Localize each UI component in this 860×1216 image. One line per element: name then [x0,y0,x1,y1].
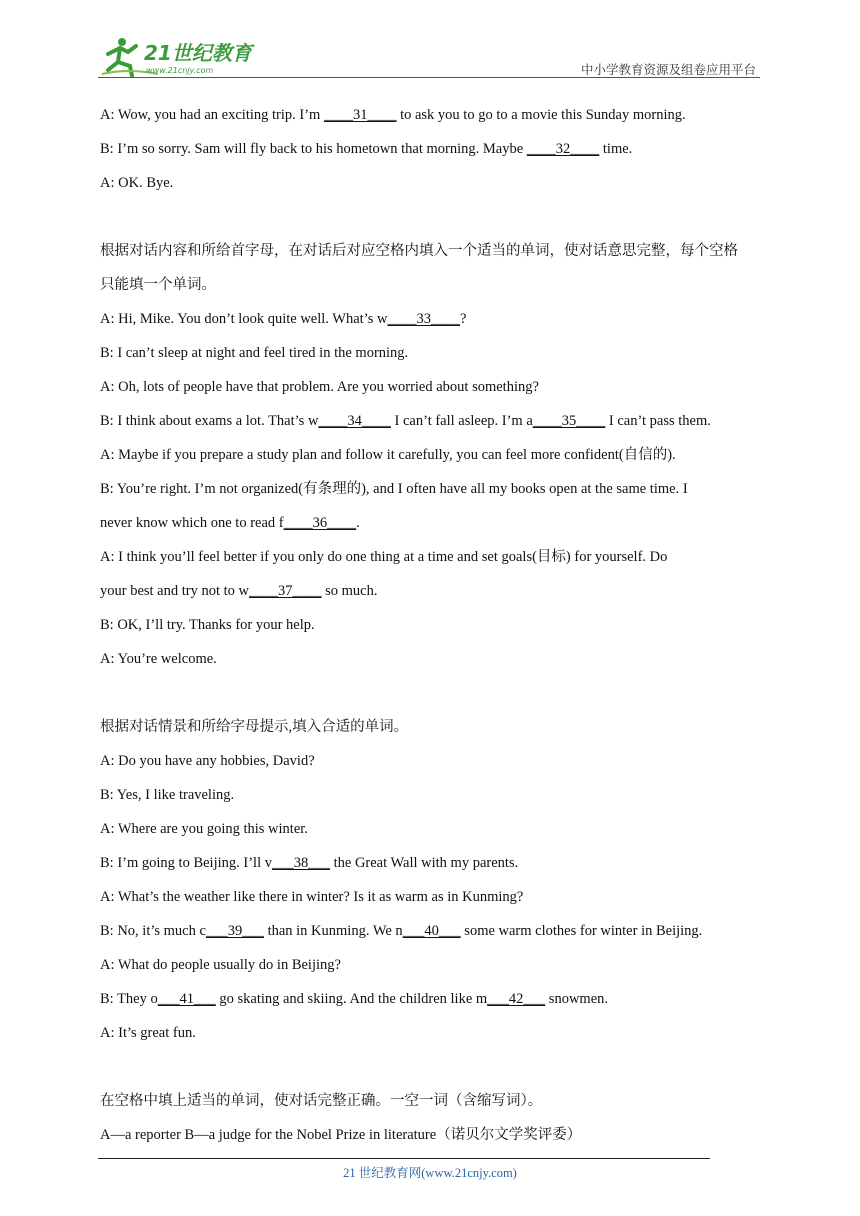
text-segment: B: They o [100,991,158,1007]
text-segment: A: Wow, you had an exciting trip. I’m [100,107,324,123]
paragraph-gap [100,676,765,710]
text-line [100,472,765,506]
text-segment: the Great Wall with my parents. [329,855,519,871]
text-segment: B: You’re right. I’m not organized(有条理的), and I often have all my books open at the same time. I [100,481,688,497]
logo-text: 21世纪教育 [144,41,252,65]
text-segment: A—a reporter B—a judge for the Nobel Prize in literature（诺贝尔文学奖评委） [100,1127,582,1143]
text-line [100,1084,765,1118]
answer-blank[interactable]: ___39___ [205,923,264,939]
text-line [100,812,765,846]
text-line [100,846,765,880]
text-segment: B: Yes, I like traveling. [100,787,235,803]
answer-blank[interactable]: ____32____ [526,141,600,157]
text-line [100,302,765,336]
text-segment: A: What do people usually do in Beijing? [100,957,341,973]
page-header [98,30,760,78]
answer-blank[interactable]: ___38___ [271,855,330,871]
text-line [100,880,765,914]
text-line [100,438,765,472]
text-segment: go skating and skiing. And the children like m [215,991,488,1007]
text-segment: 只能填一个单词。 [100,277,216,293]
answer-blank[interactable]: ____37____ [249,583,322,599]
paragraph-gap [100,200,765,234]
text-line [100,1016,765,1050]
text-segment: A: What’s the weather like there in winter? Is it as warm as in Kunming? [100,889,524,905]
text-segment: snowmen. [545,991,609,1007]
text-segment: A: It’s great fun. [100,1025,196,1041]
text-line [100,132,765,166]
answer-blank[interactable]: ____31____ [323,107,397,123]
header-platform-label: 中小学教育资源及组卷应用平台 [580,62,756,77]
footer-divider [98,1158,710,1159]
text-line [100,234,765,268]
answer-blank[interactable]: ___40___ [402,923,461,939]
text-segment: A: Where are you going this winter. [100,821,308,837]
text-segment: 在空格中填上适当的单词，使对话完整正确。一空一词（含缩写词）。 [100,1093,543,1109]
text-line [100,574,765,608]
answer-blank[interactable]: ____33____ [387,311,460,327]
text-segment: to ask you to go to a movie this Sunday morning. [396,107,686,123]
text-segment: A: I think you’ll feel better if you only do one thing at a time and set goals(目标) for yourself. Do [100,549,668,565]
text-segment: B: I’m going to Beijing. I’ll v [100,855,272,871]
text-segment: some warm clothes for winter in Beijing. [460,923,703,939]
text-segment: so much. [321,583,378,599]
text-segment: 根据对话内容和所给首字母，在对话后对应空格内填入一个适当的单词，使对话意思完整，每个空格 [100,243,738,259]
text-segment: than in Kunming. We n [263,923,403,939]
text-segment: B: I’m so sorry. Sam will fly back to his hometown that morning. Maybe [100,141,527,157]
text-segment: time. [599,141,633,157]
text-segment: B: OK, I’ll try. Thanks for your help. [100,617,315,633]
footer-link[interactable]: 21 世纪教育网(www.21cnjy.com) [343,1166,517,1180]
document-body [100,98,765,1152]
site-logo [98,34,258,78]
paragraph-gap [100,1050,765,1084]
text-line [100,506,765,540]
text-line [100,914,765,948]
answer-blank[interactable]: ___41___ [157,991,216,1007]
text-line [100,710,765,744]
text-segment: B: I can’t sleep at night and feel tired in the morning. [100,345,409,361]
text-segment: I can’t pass them. [605,413,711,429]
header-divider [98,77,760,78]
logo-url: www.21cnjy.com [146,66,214,75]
text-line [100,404,765,438]
answer-blank[interactable]: ____34____ [318,413,391,429]
text-line [100,744,765,778]
text-segment: . [356,515,360,531]
text-segment: I can’t fall asleep. I’m a [390,413,533,429]
text-segment: A: Do you have any hobbies, David? [100,753,315,769]
text-segment: 根据对话情景和所给字母提示,填入合适的单词。 [100,719,409,735]
text-line [100,642,765,676]
text-segment: B: I think about exams a lot. That’s w [100,413,319,429]
text-line [100,98,765,132]
text-segment: ? [459,311,467,327]
text-segment: A: Oh, lots of people have that problem. Are you worried about something? [100,379,539,395]
text-segment: B: No, it’s much c [100,923,206,939]
text-line [100,540,765,574]
text-segment: A: Hi, Mike. You don’t look quite well. What’s w [100,311,388,327]
text-line [100,336,765,370]
text-segment: A: Maybe if you prepare a study plan and follow it carefully, you can feel more confident(自信的). [100,447,676,463]
text-line [100,166,765,200]
answer-blank[interactable]: ____35____ [532,413,606,429]
text-line [100,1118,765,1152]
text-line [100,370,765,404]
text-segment: A: OK. Bye. [100,175,174,191]
text-line [100,982,765,1016]
text-segment: your best and try not to w [100,583,250,599]
text-segment: A: You’re welcome. [100,651,217,667]
answer-blank[interactable]: ____36____ [283,515,357,531]
text-line [100,268,765,302]
text-line [100,608,765,642]
text-line [100,778,765,812]
text-segment: never know which one to read f [100,515,284,531]
text-line [100,948,765,982]
answer-blank[interactable]: ___42___ [487,991,546,1007]
